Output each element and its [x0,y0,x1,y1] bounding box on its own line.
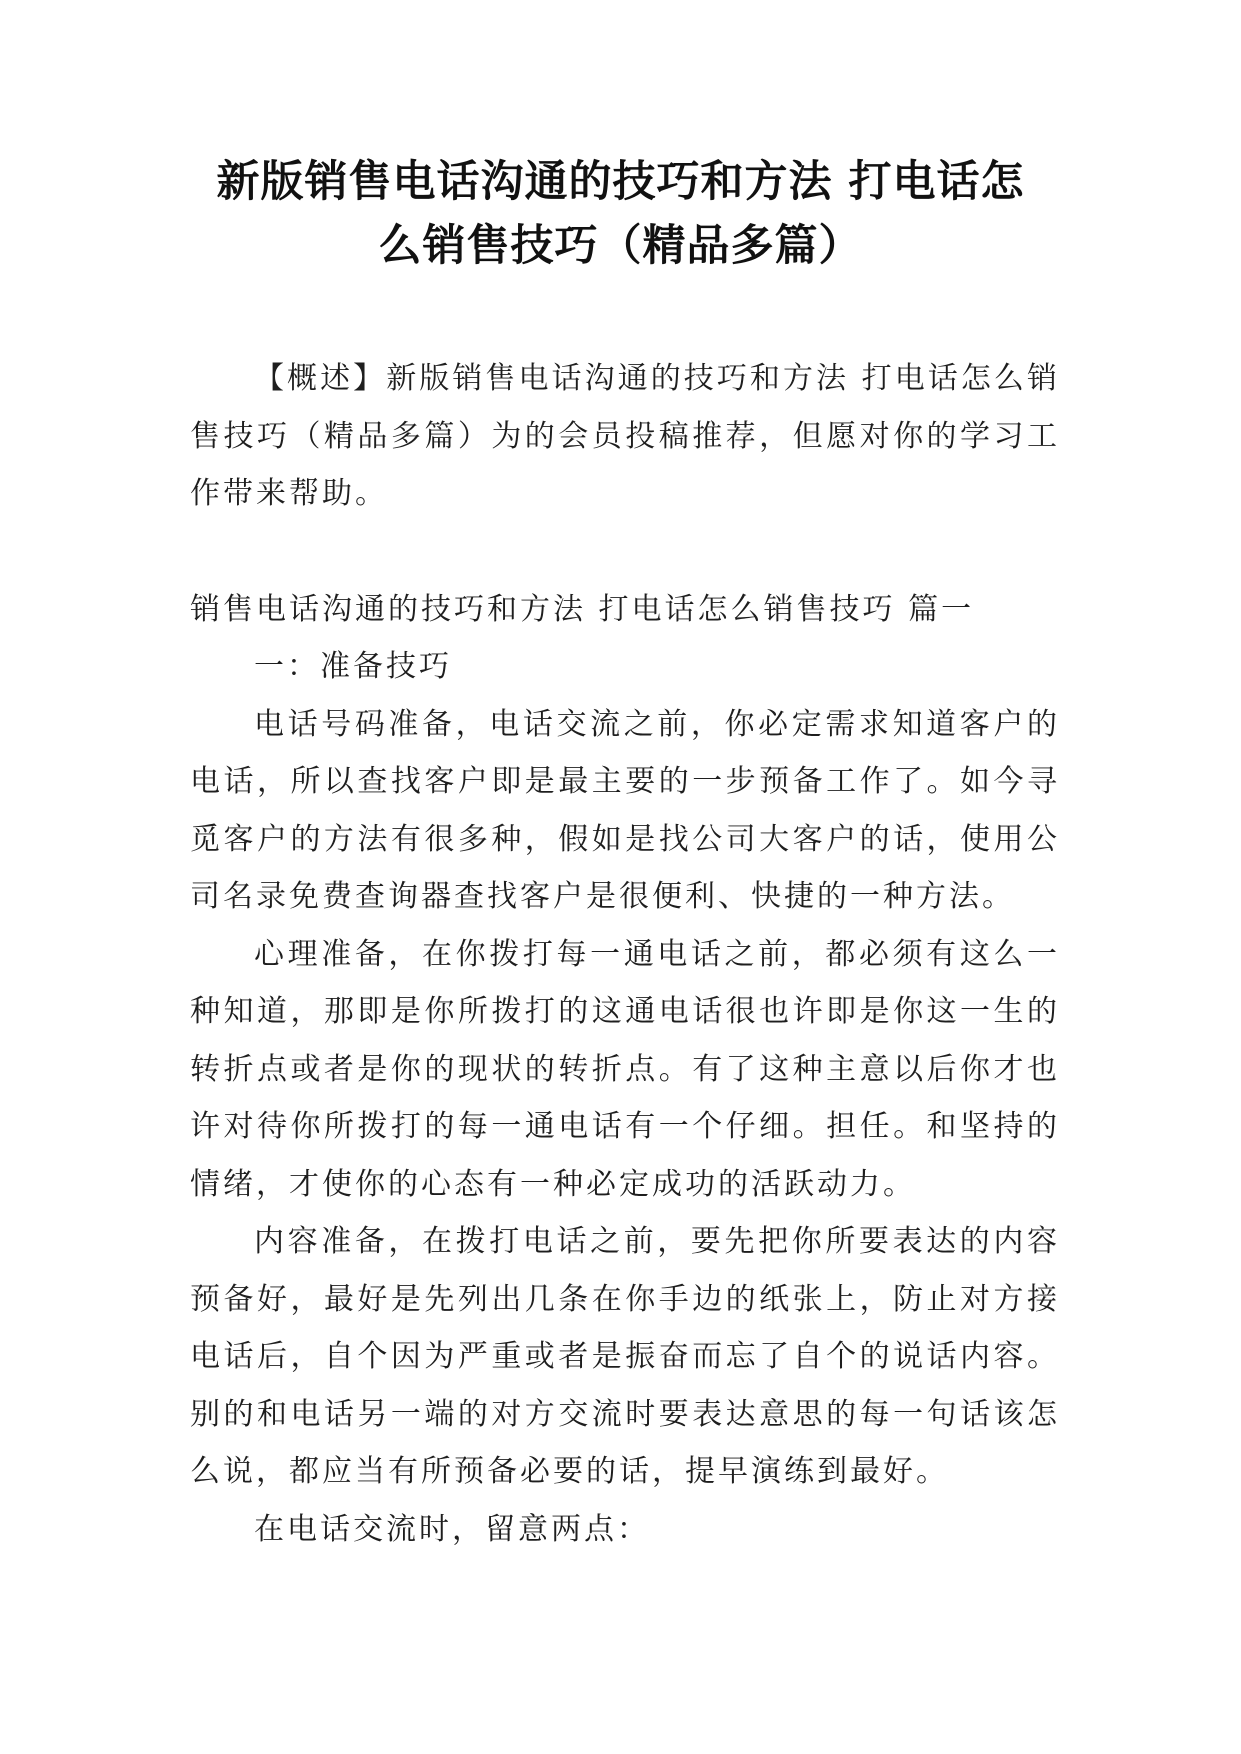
summary-paragraph: 【概述】新版销售电话沟通的技巧和方法 打电话怎么销售技巧（精品多篇）为的会员投稿推荐，但愿对你的学习工作带来帮助。 [190,361,1060,511]
paragraph-two-points: 在电话交流时，留意两点： [254,1511,650,1547]
document-title [150,150,1091,278]
paragraph-mental-prep: 心理准备，在你拨打每一通电话之前，都必须有这么一种知道，那即是你所拨打的这通电话很也许即是你这一生的转折点或者是你的现状的转折点。有了这种主意以后你才也许对待你所拨打的每一通电话有一个仔细。担任。和坚持的情绪，才使你的心态有一种必定成功的活跃动力。 [190,936,1060,1202]
paragraph-phone-number-prep: 电话号码准备，电话交流之前，你必定需求知道客户的电话，所以查找客户即是最主要的一步预备工作了。如今寻觅客户的方法有很多种，假如是找公司大客户的话，使用公司名录免费查询器查找客户是很便利、快捷的一种方法。 [190,706,1060,914]
document-body [190,350,1060,1558]
paragraph-content-prep: 内容准备，在拨打电话之前，要先把你所要表达的内容预备好，最好是先列出几条在你手边的纸张上，防止对方接电话后，自个因为严重或者是振奋而忘了自个的说话内容。别的和电话另一端的对方交流时要表达意思的每一句话该怎么说，都应当有所预备必要的话，提早演练到最好。 [190,1224,1060,1489]
title-line-2: 么销售技巧（精品多篇） [378,221,863,271]
title-line-1: 新版销售电话沟通的技巧和方法 打电话怎 [216,157,1025,207]
section-heading: 销售电话沟通的技巧和方法 打电话怎么销售技巧 篇一 [190,591,975,627]
subheading-prep-skills: 一：准备技巧 [254,649,452,684]
